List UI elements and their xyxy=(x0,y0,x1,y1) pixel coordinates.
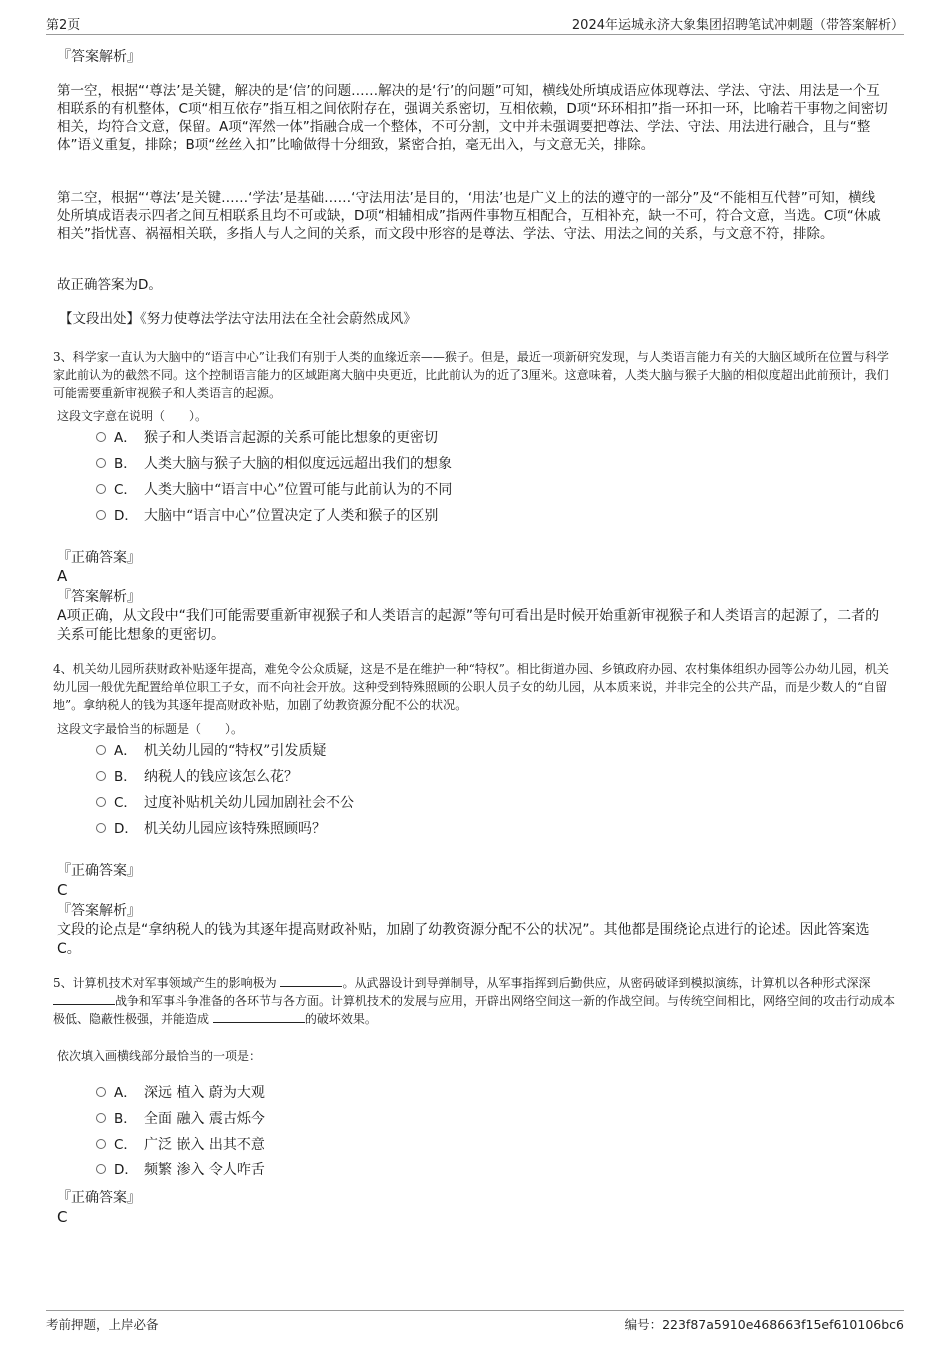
q5-question: 依次填入画横线部分最恰当的一项是： xyxy=(57,1049,262,1063)
page-footer xyxy=(46,1310,904,1339)
q3-analysis-label: 『答案解析』 xyxy=(57,589,141,605)
q3-stem: 3、科学家一直认为大脑中的“语言中心”让我们有别于人类的血缘近亲——猴子。但是，最近一项新研究发现，与人类语言能力有关的大脑区域所在位置与科学家此前认为的截然不同。这个控制语言能力的区域距离大脑中央更近，比此前认为的近了3厘米。这意味着，人类大脑与猴子大脑的相似度超出此前预计，我们可能需要重新审视猴子和人类语言的起源。 xyxy=(53,350,889,400)
q4-analysis-label: 『答案解析』 xyxy=(57,903,141,919)
q5-correct-label: 『正确答案』 xyxy=(57,1190,141,1206)
radio-icon[interactable] xyxy=(96,797,106,807)
q3-analysis: A项正确，从文段中“我们可能需要重新审视猴子和人类语言的起源”等句可看出是时候开始重新审视猴子和人类语言的起源了，二者的关系可能比想象的更密切。 xyxy=(57,608,880,643)
document-title: 2024年运城永济大象集团招聘笔试冲刺题（带答案解析） xyxy=(571,18,904,33)
radio-icon[interactable] xyxy=(96,484,106,494)
page-header xyxy=(46,12,904,35)
q4-analysis: 文段的论点是“拿纳税人的钱为其逐年提高财政补贴，加剧了幼教资源分配不公的状况”。其他都是围绕论点进行的论述。因此答案选C。 xyxy=(57,922,870,957)
q5-option-a[interactable]: A． 深远 植入 蔚为大观 xyxy=(96,1083,265,1103)
q4-correct-label: 『正确答案』 xyxy=(57,863,141,879)
radio-icon[interactable] xyxy=(96,745,106,755)
q4-option-c[interactable]: C． 过度补贴机关幼儿园加剧社会不公 xyxy=(96,793,354,813)
radio-icon[interactable] xyxy=(96,823,106,833)
q2-analysis-label: 『答案解析』 xyxy=(57,49,141,65)
q5-blank-1 xyxy=(280,974,342,987)
radio-icon[interactable] xyxy=(96,1139,106,1149)
q4-option-a[interactable]: A． 机关幼儿园的“特权”引发质疑 xyxy=(96,741,326,761)
q3-correct-label: 『正确答案』 xyxy=(57,550,141,566)
radio-icon[interactable] xyxy=(96,1087,106,1097)
q3-option-a[interactable]: A． 猴子和人类语言起源的关系可能比想象的更密切 xyxy=(96,428,438,448)
q3-option-c[interactable]: C． 人类大脑中“语言中心”位置可能与此前认为的不同 xyxy=(96,480,452,500)
footer-slogan: 考前押题，上岸必备 xyxy=(46,1317,159,1332)
q2-conclusion: 故正确答案为D。 xyxy=(57,277,162,293)
q2-analysis-p2: 第二空，根据“‘尊法’是关键……‘学法’是基础……‘守法用法’是目的，‘用法’也是广义上的法的遵守的一部分”及“不能相互代替”可知，横线处所填成语表示四者之间互相联系且均不可或缺，D项“相辅相成”指两件事物互相配合，互相补充，缺一不可，符合文意，当选。C项“休戚相关”指忧喜、祸福相关联，多指人与人之间的关系，而文段中形容的是尊法、学法、守法、用法之间的关系，与文意不符，排除。 xyxy=(57,190,881,242)
q2-source: 【文段出处】《努力使尊法学法守法用法在全社会蔚然成风》 xyxy=(59,311,417,327)
q4-correct-answer: C xyxy=(57,881,68,899)
q5-blank-2 xyxy=(53,992,115,1005)
q4-stem: 4、机关幼儿园所获财政补贴逐年提高，难免令公众质疑，这是不是在维护一种“特权”。相比街道办园、乡镇政府办园、农村集体组织办园等公办幼儿园，机关幼儿园一般优先配置给单位职工子女，而不向社会开放。这种受到特殊照顾的公职人员子女的幼儿园，从本质来说，并非完全的公共产品，而是少数人的“自留地”。拿纳税人的钱为其逐年提高财政补贴，加剧了幼教资源分配不公的状况。 xyxy=(53,662,889,712)
q3-option-d[interactable]: D． 大脑中“语言中心”位置决定了人类和猴子的区别 xyxy=(96,506,438,526)
q3-correct-answer: A xyxy=(57,567,68,585)
q5-option-d[interactable]: D． 频繁 渗入 令人咋舌 xyxy=(96,1160,265,1180)
q5-option-c[interactable]: C． 广泛 嵌入 出其不意 xyxy=(96,1135,265,1155)
document-serial: 编号：223f87a5910e468663f15ef610106bc6 xyxy=(624,1317,904,1332)
radio-icon[interactable] xyxy=(96,1164,106,1174)
radio-icon[interactable] xyxy=(96,458,106,468)
q4-option-b[interactable]: B． 纳税人的钱应该怎么花？ xyxy=(96,767,298,787)
radio-icon[interactable] xyxy=(96,432,106,442)
q5-blank-3 xyxy=(213,1010,305,1023)
q3-option-b[interactable]: B． 人类大脑与猴子大脑的相似度远远超出我们的想象 xyxy=(96,454,452,474)
radio-icon[interactable] xyxy=(96,510,106,520)
q5-option-b[interactable]: B． 全面 融入 震古烁今 xyxy=(96,1109,265,1129)
q4-question: 这段文字最恰当的标题是（ ）。 xyxy=(57,722,244,736)
q5-correct-answer: C xyxy=(57,1208,68,1226)
q4-option-d[interactable]: D． 机关幼儿园应该特殊照顾吗？ xyxy=(96,819,326,839)
q3-question: 这段文字意在说明（ ）。 xyxy=(57,409,208,423)
radio-icon[interactable] xyxy=(96,1113,106,1123)
q2-analysis-p1: 第一空，根据“‘尊法’是关键，解决的是‘信’的问题……解决的是‘行’的问题”可知，横线处所填成语应体现尊法、学法、守法、用法是一个互相联系的有机整体，C项“相互依存”指互相之间依附存在，强调关系密切，互相依赖，D项“环环相扣”指一环扣一环，比喻若干事物之间密切相关，均符合文意，保留。A项“浑然一体”指融合成一个整体，不可分割，文中并未强调要把尊法、学法、守法、用法进行融合，且与“整体”语义重复，排除；B项“丝丝入扣”比喻做得十分细致，紧密合拍，毫无出入，与文意无关，排除。 xyxy=(57,83,888,153)
radio-icon[interactable] xyxy=(96,771,106,781)
page-number: 第2页 xyxy=(46,18,81,33)
q5-stem: 5、计算机技术对军事领域产生的影响极为 。从武器设计到导弹制导，从军事指挥到后勤供应，从密码破译到模拟演练，计算机以各种形式深深 战争和军事斗争准备的各环节与各方面。计算机技术的发展与应用，开辟出网络空间这一新的作战空间。与传统空间相比，网络空间的攻击行动成本极低、隐蔽性极强，并能造成 的破坏效果。 xyxy=(53,976,896,1026)
